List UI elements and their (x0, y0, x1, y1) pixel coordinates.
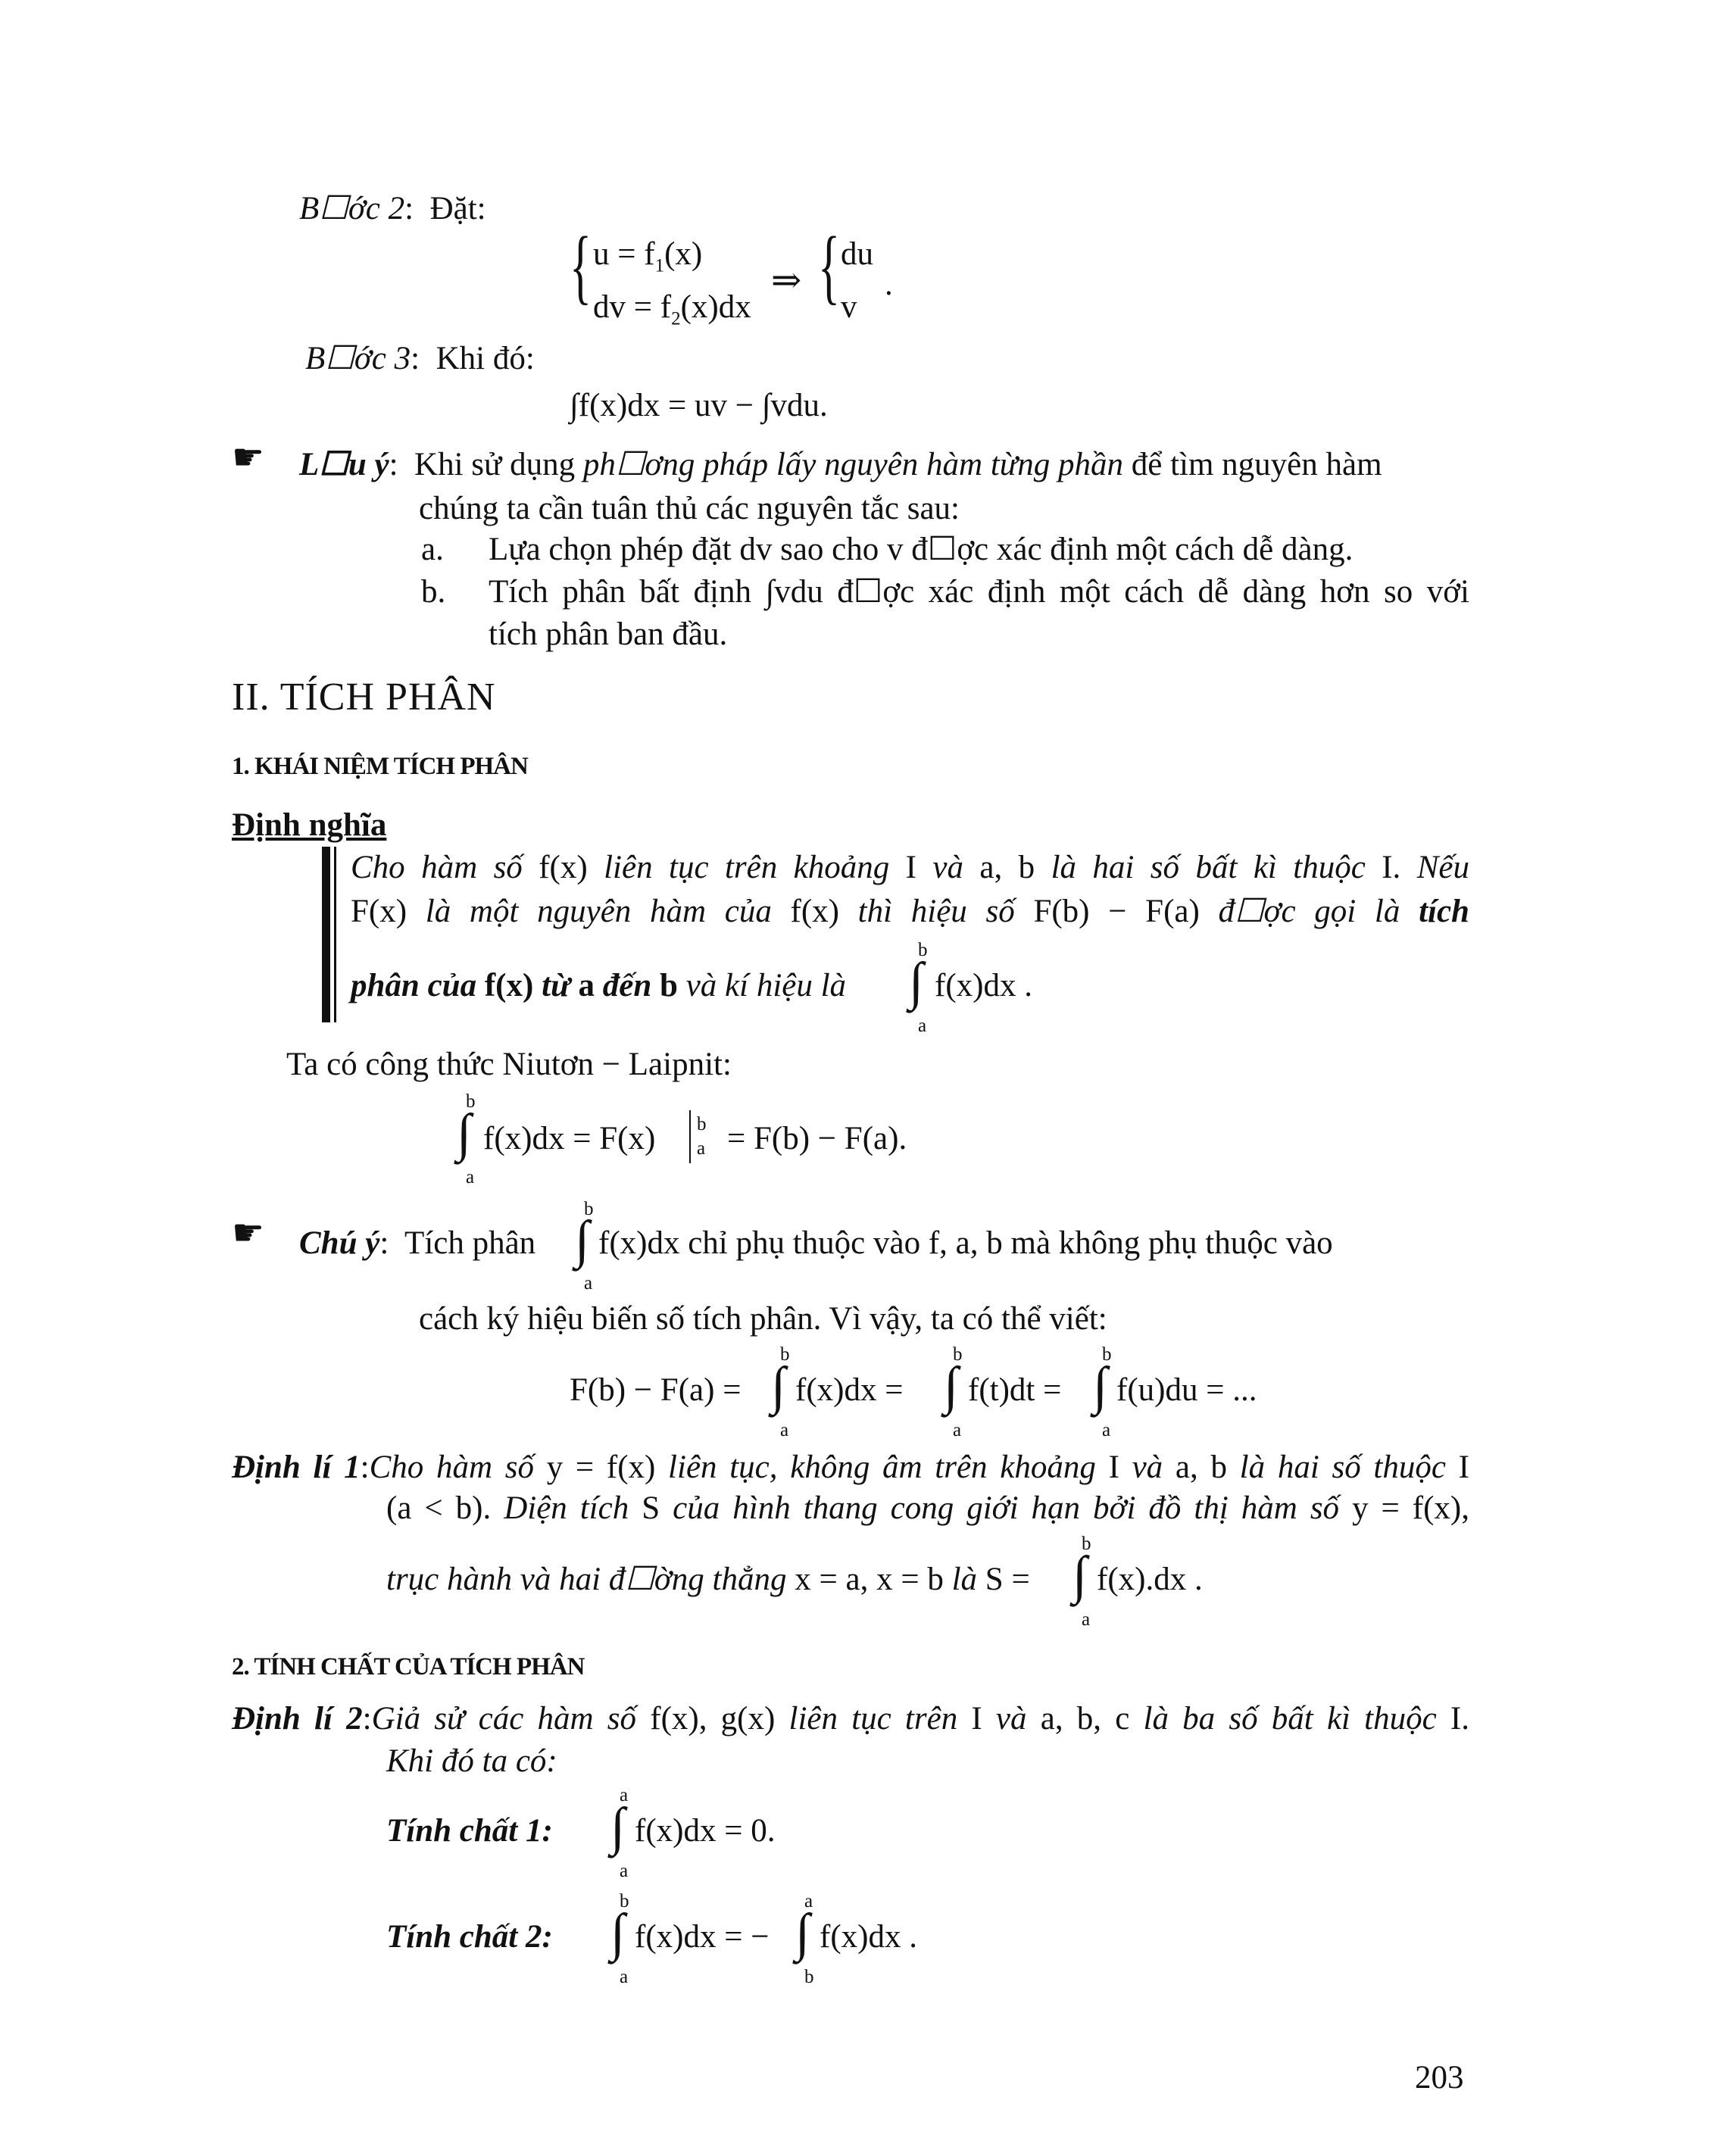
definition-upper-limit: b (918, 940, 928, 960)
note2-title: Chú ý (299, 1225, 380, 1261)
subsection-2-title: 2. TÍNH CHẤT CỦA TÍCH PHÂN (232, 1653, 585, 1680)
theorem1-line3: trục hành và hai đ☐ờng thẳng x = a, x = b là S = (386, 1562, 1030, 1597)
property2-lower-limit-1: a (620, 1967, 629, 1987)
theorem1-label: Định lí 1 (232, 1450, 361, 1485)
integral-sign: ∫ (909, 953, 924, 1011)
property2-upper-limit-2: a (804, 1891, 813, 1911)
theorem2-label: Định lí 2 (232, 1701, 363, 1737)
integral-sign: ∫ (1093, 1357, 1108, 1415)
note2-lower-limit: a (584, 1273, 593, 1294)
note2-line1: Chú ý: Tích phân (299, 1225, 536, 1261)
note2-term3: f(u)du = ... (1116, 1372, 1257, 1408)
dv-definition: dv = $f_2(x)dx$ (593, 289, 751, 329)
evaluation-bar (689, 1110, 691, 1163)
integration-by-parts-formula: ∫f(x)dx = uv − ∫vdu. (570, 388, 828, 423)
note1-a-text: Lựa chọn phép đặt dv sao cho v đ☐ợc xác định một cách dễ dàng. (489, 532, 1354, 567)
bar-lower-limit: a (697, 1138, 706, 1159)
definition-line2: F(x) là một nguyên hàm của f(x) thì hiệu số F(b) − F(a) đ☐ợc gọi là tích (351, 894, 1469, 929)
system-dot: . (885, 267, 893, 302)
note1-line2: chúng ta cần tuân thủ các nguyên tắc sau: (419, 491, 960, 526)
theorem1-line1: Định lí 1:Cho hàm số y = f(x) liên tục, không âm trên khoảng I và a, b là hai số thuộc I (232, 1450, 1469, 1485)
note1-line1: L☐u ý: Khi sử dụng ph☐ơng pháp lấy nguyên hàm từng phần để tìm nguyên hàm (299, 447, 1382, 482)
theorem1-lower-limit: a (1082, 1609, 1091, 1630)
right-brace: { (818, 220, 841, 312)
definition-integrand: f(x)dx . (935, 968, 1032, 1003)
note2-line2: cách ký hiệu biến số tích phân. Vì vậy, ta có thể viết: (419, 1301, 1107, 1337)
note1-a-marker: a. (421, 532, 444, 567)
integral-sign: ∫ (610, 1798, 626, 1856)
step3-line (305, 339, 535, 379)
property1-lower-limit: a (620, 1861, 629, 1881)
step3-text: Khi đó: (436, 341, 535, 376)
property1-upper-limit: a (620, 1785, 629, 1805)
v-result: v (841, 289, 857, 325)
bar-upper-limit: b (697, 1114, 707, 1134)
note2-term1: f(x)dx = (795, 1372, 904, 1408)
theorem1-upper-limit: b (1082, 1534, 1091, 1554)
step2-text: Đặt: (429, 191, 486, 226)
du-result: du (841, 236, 873, 272)
pointing-hand-icon: ☛ (232, 1212, 265, 1254)
newton-lower-limit: a (466, 1167, 475, 1187)
property2-label: Tính chất 2: (386, 1919, 553, 1955)
note2-eq-lhs: F(b) − F(a) = (570, 1372, 742, 1408)
property2-lower-limit-2: b (804, 1967, 814, 1987)
integral-sign: ∫ (771, 1357, 786, 1415)
note1-b-text: Tích phân bất định ∫vdu đ☐ợc xác định một cách dễ dàng hơn so với (489, 574, 1469, 610)
definition-line1: Cho hàm số f(x) liên tục trên khoảng I và a, b là hai số bất kì thuộc I. Nếu (351, 850, 1469, 885)
theorem1-line2: (a < b). Diện tích S của hình thang cong giới hạn bởi đồ thị hàm số y = f(x), (386, 1490, 1470, 1526)
integral-sign: ∫ (795, 1904, 810, 1962)
theorem1-integrand: f(x).dx . (1097, 1562, 1203, 1597)
integral-sign: ∫ (1073, 1546, 1088, 1605)
step2-colon: : (404, 191, 414, 226)
property1-label: Tính chất 1: (386, 1813, 553, 1849)
property2-upper-limit-1: b (620, 1891, 629, 1911)
section-title: II. TÍCH PHÂN (232, 676, 496, 719)
implies-arrow: ⇒ (771, 261, 802, 301)
note1-title: L☐u ý (299, 447, 389, 482)
definition-line3: phân của f(x) từ a đến b và kí hiệu là (351, 968, 847, 1003)
step2-label: B☐ớc 2 (299, 191, 405, 226)
step2-line (299, 189, 486, 229)
integral-sign: ∫ (610, 1904, 626, 1962)
pointing-hand-icon: ☛ (232, 436, 265, 479)
newton-upper-limit: b (466, 1091, 476, 1112)
definition-bar-thin (334, 847, 336, 1022)
newton-intro: Ta có công thức Niutơn − Laipnit: (286, 1047, 732, 1082)
note1-b-marker: b. (421, 574, 446, 610)
integral-sign: ∫ (575, 1211, 590, 1269)
definition-heading: Định nghĩa (232, 807, 387, 843)
theorem2-line2: Khi đó ta có: (386, 1743, 557, 1779)
subsection-1-title: 1. KHÁI NIỆM TÍCH PHÂN (232, 753, 528, 780)
property2-rhs: f(x)dx . (820, 1919, 917, 1955)
integral-sign: ∫ (457, 1104, 472, 1162)
property2-lhs: f(x)dx = − (635, 1919, 770, 1955)
note2-upper-limit: b (584, 1199, 594, 1219)
integral-sign: ∫ (944, 1357, 959, 1415)
step3-label: B☐ớc 3 (305, 341, 411, 376)
definition-bar-thick (322, 847, 330, 1022)
step3-colon: : (411, 341, 420, 376)
note2-term2: f(t)dt = (968, 1372, 1062, 1408)
property1-formula: f(x)dx = 0. (635, 1813, 776, 1849)
note1-b-text2: tích phân ban đầu. (489, 616, 728, 652)
u-definition: $u = f_1(x)$ (593, 236, 703, 276)
newton-rhs: = F(b) − F(a). (727, 1121, 907, 1156)
newton-lhs: f(x)dx = F(x) (483, 1121, 656, 1156)
definition-lower-limit: a (918, 1016, 927, 1036)
theorem2-line1: Định lí 2:Giả sử các hàm số f(x), g(x) liên tục trên I và a, b, c là ba số bất kì thuộc I. (232, 1701, 1469, 1737)
note2-body: f(x)dx chỉ phụ thuộc vào f, a, b mà không phụ thuộc vào (598, 1225, 1333, 1261)
left-brace: { (570, 220, 592, 312)
page-number: 203 (1415, 2060, 1464, 2096)
